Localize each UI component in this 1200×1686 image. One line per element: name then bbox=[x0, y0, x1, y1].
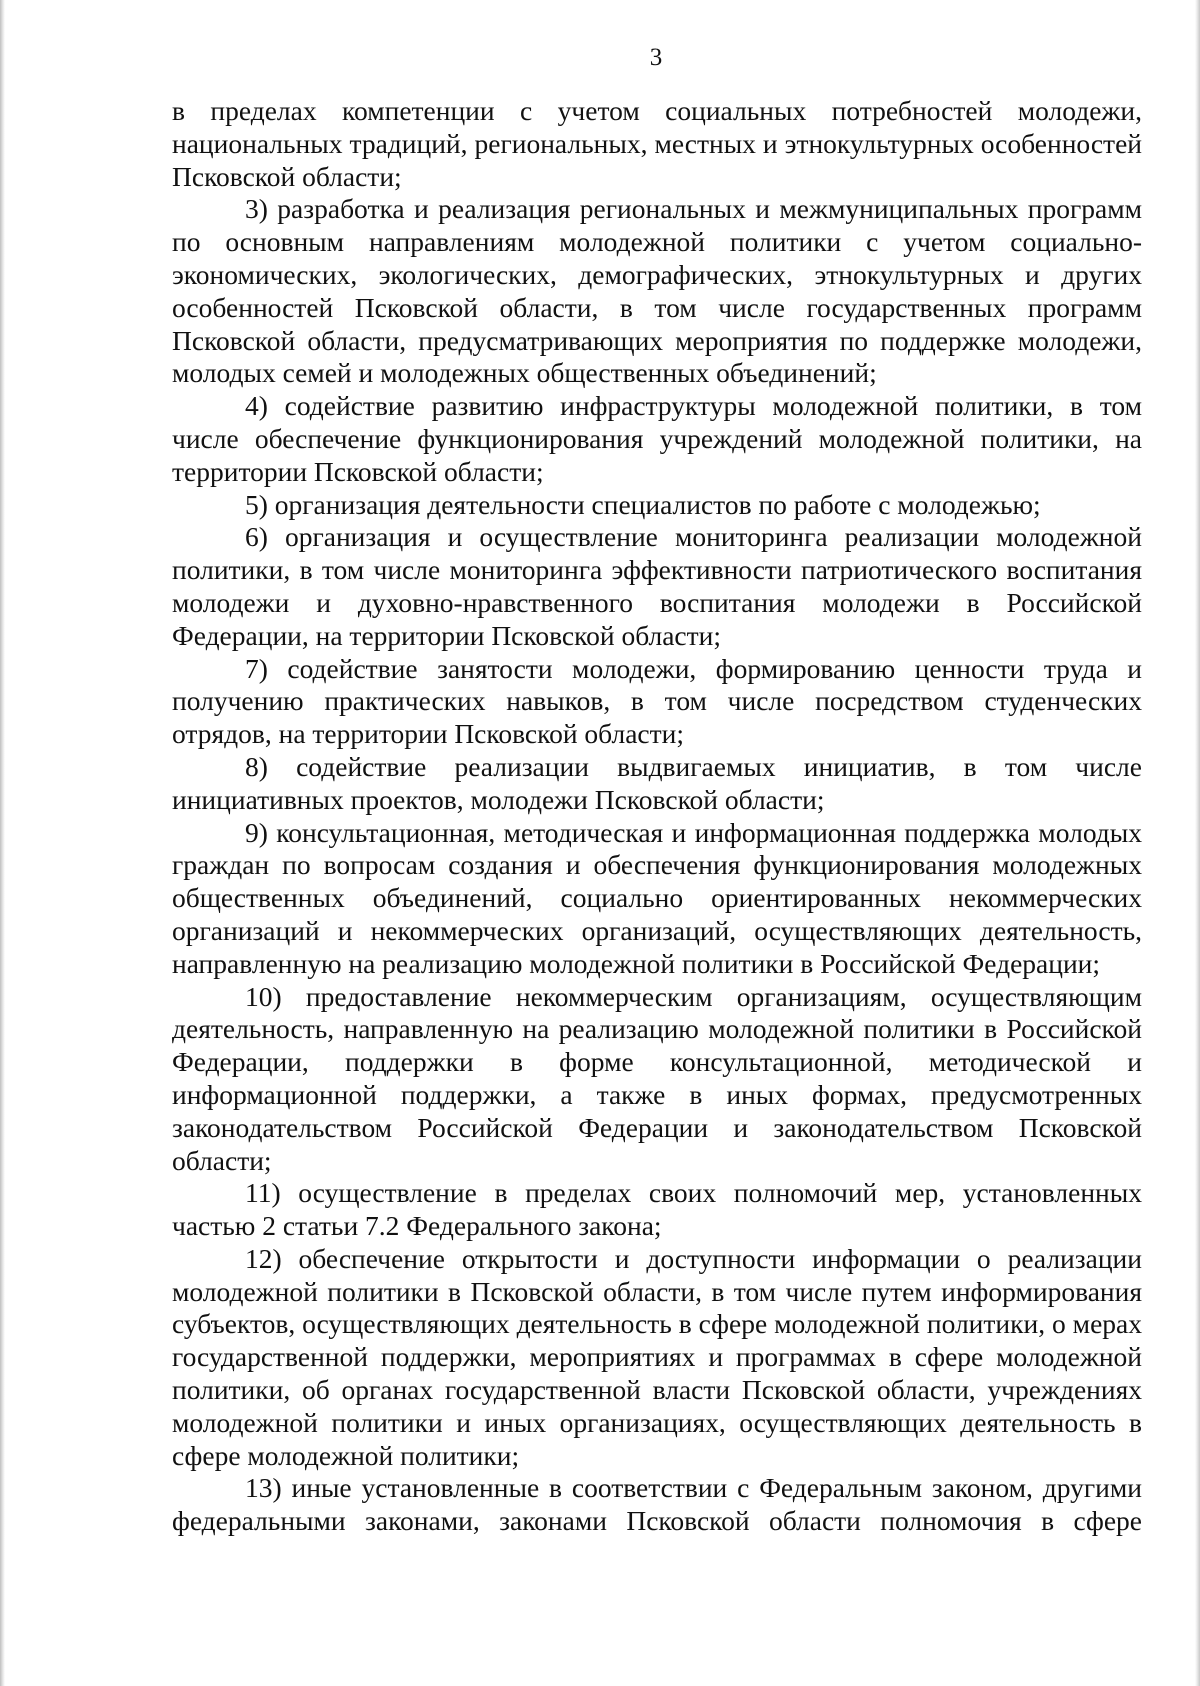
paragraph-item-12: 12) обеспечение открытости и доступности информации о реализации молодежной политики в Псковской области, в том числе путем информирования субъектов, осуществляющих деятельность в сфере молодежной политики, о мерах государственной поддержки, мероприятиях и программах в сфере молодежной политики, об органах государственной власти Псковской области, учреждениях молодежной политики и иных организациях, осуществляющих деятельность в сфере молодежной политики; bbox=[172, 1242, 1142, 1471]
scan-edge-right bbox=[1195, 0, 1200, 1686]
paragraph-item-8: 8) содействие реализации выдвигаемых инициатив, в том числе инициативных проектов, молодежи Псковской области; bbox=[172, 750, 1142, 815]
paragraph-item-5: 5) организация деятельности специалистов по работе с молодежью; bbox=[245, 488, 1041, 520]
paragraph-item-4: 4) содействие развитию инфраструктуры молодежной политики, в том числе обеспечение функционирования учреждений молодежной политики, на территории Псковской области; bbox=[172, 390, 1142, 487]
document-body bbox=[172, 95, 1142, 1538]
paragraph-item-10: 10) предоставление некоммерческим организациям, осуществляющим деятельность, направленную на реализацию молодежной политики в Российской Федерации, поддержки в форме консультационной, методической и информационной поддержки, а также в иных формах, предусмотренных законодательством Российской Федерации и законодательством Псковской области; bbox=[172, 980, 1142, 1176]
paragraph-item-7: 7) содействие занятости молодежи, формированию ценности труда и получению практических навыков, в том числе посредством студенческих отрядов, на территории Псковской области; bbox=[172, 652, 1142, 750]
page-number: 3 bbox=[649, 44, 663, 71]
paragraph-item-11: 11) осуществление в пределах своих полномочий мер, установленных частью 2 статьи 7.2 Федерального закона; bbox=[172, 1177, 1142, 1242]
paragraph-item-3: 3) разработка и реализация региональных и межмуниципальных программ по основным направлениям молодежной политики с учетом социально-экономических, экологических, демографических, этнокультурных и других особенностей Псковской области, в том числе государственных программ Псковской области, предусматривающих мероприятия по поддержке молодежи, молодых семей и молодежных общественных объединений; bbox=[172, 193, 1142, 389]
scan-edge-left bbox=[0, 0, 5, 1686]
paragraph-continuation: в пределах компетенции с учетом социальных потребностей молодежи, национальных традиций, региональных, местных и этнокультурных особенностей Псковской области; bbox=[172, 95, 1142, 192]
paragraph-item-13: 13) иные установленные в соответствии с Федеральным законом, другими федеральными законами, законами Псковской области полномочия в сфере bbox=[172, 1472, 1142, 1537]
paragraph-item-6: 6) организация и осуществление мониторинга реализации молодежной политики, в том числе мониторинга эффективности патриотического воспитания молодежи и духовно-нравственного воспитания молодежи в Российской Федерации, на территории Псковской области; bbox=[172, 521, 1142, 651]
paragraph-item-9: 9) консультационная, методическая и информационная поддержка молодых граждан по вопросам создания и обеспечения функционирования молодежных общественных объединений, социально ориентированных некоммерческих организаций и некоммерческих организаций, осуществляющих деятельность, направленную на реализацию молодежной политики в Российской Федерации; bbox=[172, 816, 1142, 979]
